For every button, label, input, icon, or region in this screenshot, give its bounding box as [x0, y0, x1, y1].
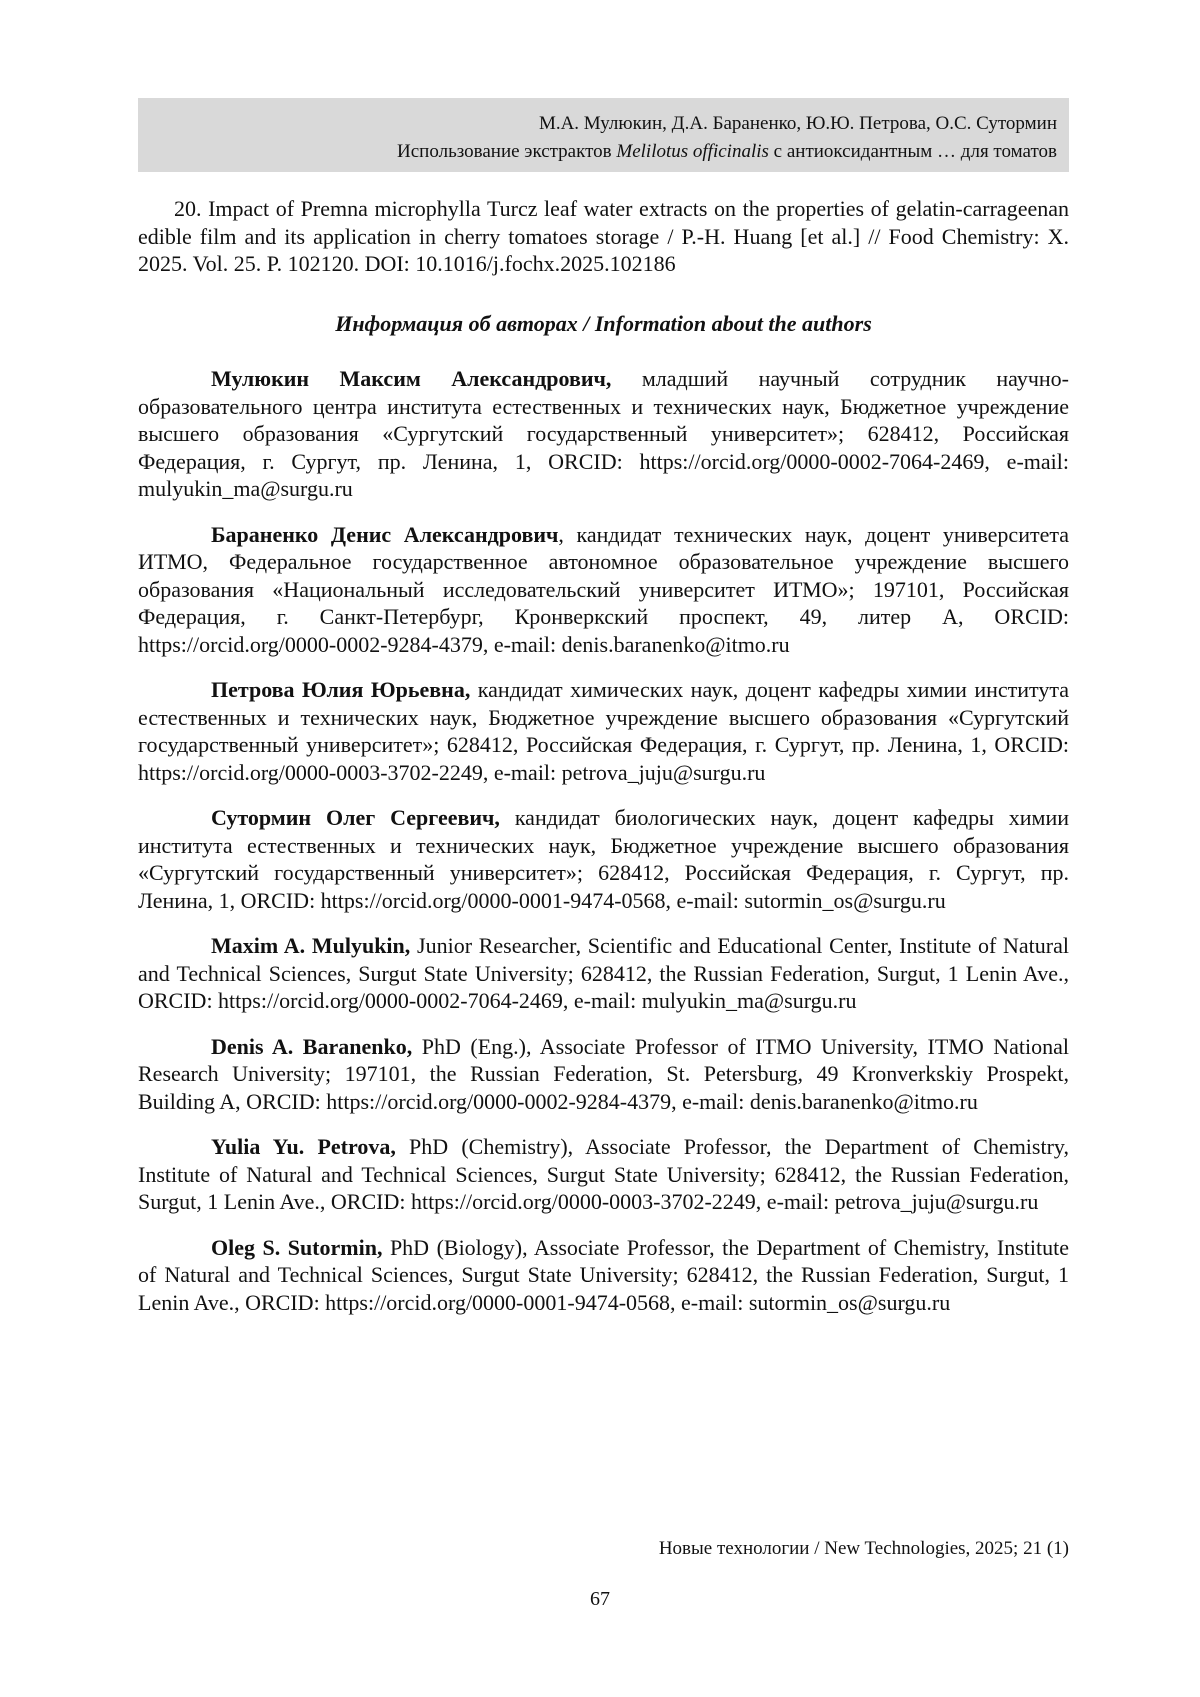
author-entry [138, 1133, 1069, 1216]
journal-footer: Новые технологии / New Technologies, 2025; 21 (1) [658, 1538, 1069, 1559]
author-name: Maxim A. Mulyukin, [211, 933, 411, 958]
page-number: 67 [590, 1588, 610, 1610]
author-details: PhD (Biology), Associate Professor, the Department of Chemistry, Institute of Natural and Technical Sciences, Surgut State University; 628412, the Russian Federation, Surgut, 1 Lenin Ave., ORCID: https://orcid.org/0000-0001-9474-0568, e-mail: sutormin_os@surgu.ru [138, 1234, 1069, 1315]
author-name: Yulia Yu. Petrova, [211, 1134, 396, 1159]
header-title-species: Melilotus officinalis [616, 141, 769, 162]
author-details: , кандидат технических наук, доцент университета ИТМО, Федеральное государственное автономное образовательное учреждение высшего образования «Национальный исследовательский университет ИТМО»; 197101, Российская Федерация, г. Санкт-Петербург, Кронверкский проспект, 49, литер А, ORCID: https://orcid.org/0000-0002-9284-4379, e-mail: denis.baranenko@itmo.ru [138, 521, 1069, 657]
author-name: Петрова Юлия Юрьевна, [211, 677, 471, 702]
reference-entry: 20. Impact of Premna microphylla Turcz leaf water extracts on the properties of gelatin-carrageenan edible film and its application in cherry tomatoes storage / P.-H. Huang [et al.] // Food Chemistry: X. 2025. Vol. 25. P. 102120. DOI: 10.1016/j.fochx.2025.102186 [138, 196, 1069, 276]
header-authors: М.А. Мулюкин, Д.А. Бараненко, Ю.Ю. Петрова, О.С. Сутормин [538, 113, 1057, 134]
header-title-suffix: с антиоксидантным … для томатов [768, 141, 1057, 162]
author-details: PhD (Chemistry), Associate Professor, the Department of Chemistry, Institute of Natural and Technical Sciences, Surgut State University; 628412, the Russian Federation, Surgut, 1 Lenin Ave., ORCID: https://orcid.org/0000-0003-3702-2249, e-mail: petrova_juju@surgu.ru [138, 1134, 1069, 1214]
section-title: Информация об авторах / Information about the authors [335, 310, 872, 336]
author-name: Oleg S. Sutormin, [211, 1234, 383, 1260]
author-name: Denis A. Baranenko, [211, 1033, 413, 1059]
author-name: Бараненко Денис Александрович [211, 521, 559, 547]
running-header [138, 98, 1069, 172]
author-name: Сутормин Олег Сергеевич, [211, 805, 500, 830]
author-details: младший научный сотрудник научно-образовательного центра института естественных и технических наук, Бюджетное учреждение высшего образования «Сургутский государственный университет»; 628412, Российская Федерация, г. Сургут, пр. Ленина, 1, ORCID: https://orcid.org/0000-0002-7064-2469, e-mail: mulyukin_ma@surgu.ru [138, 366, 1069, 501]
author-entry [138, 365, 1069, 503]
author-entry [138, 932, 1069, 1015]
author-entry [138, 676, 1069, 786]
author-details: кандидат химических наук, доцент кафедры химии института естественных и технических наук, Бюджетное учреждение высшего образования «Сургутский государственный университет»; 628412, Российская Федерация, г. Сургут, пр. Ленина, 1, ORCID: https://orcid.org/0000-0003-3702-2249, e-mail: petrova_juju@surgu.ru [138, 677, 1069, 785]
author-details: Junior Researcher, Scientific and Educational Center, Institute of Natural and Technical Sciences, Surgut State University; 628412, the Russian Federation, Surgut, 1 Lenin Ave., ORCID: https://orcid.org/0000-0002-7064-2469, e-mail: mulyukin_ma@surgu.ru [138, 933, 1070, 1013]
header-title [138, 138, 1057, 166]
page-content [138, 195, 1069, 1334]
header-title-prefix: Использование экстрактов [397, 141, 617, 162]
author-entry [138, 1234, 1069, 1317]
author-entry [138, 804, 1069, 914]
author-entry [138, 1033, 1069, 1116]
author-entry [138, 521, 1069, 659]
author-name: Мулюкин Максим Александрович, [211, 366, 612, 391]
author-details: кандидат биологических наук, доцент кафедры химии института естественных и технических наук, Бюджетное учреждение высшего образования «Сургутский государственный университет»; 628412, Российская Федерация, г. Сургут, пр. Ленина, 1, ORCID: https://orcid.org/0000-0001-9474-0568, e-mail: sutormin_os@surgu.ru [138, 805, 1069, 913]
author-details: PhD (Eng.), Associate Professor of ITMO University, ITMO National Research University; 197101, the Russian Federation, St. Petersburg, 49 Kronverkskiy Prospekt, Building A, ORCID: https://orcid.org/0000-0002-9284-4379, e-mail: denis.baranenko@itmo.ru [138, 1033, 1069, 1114]
